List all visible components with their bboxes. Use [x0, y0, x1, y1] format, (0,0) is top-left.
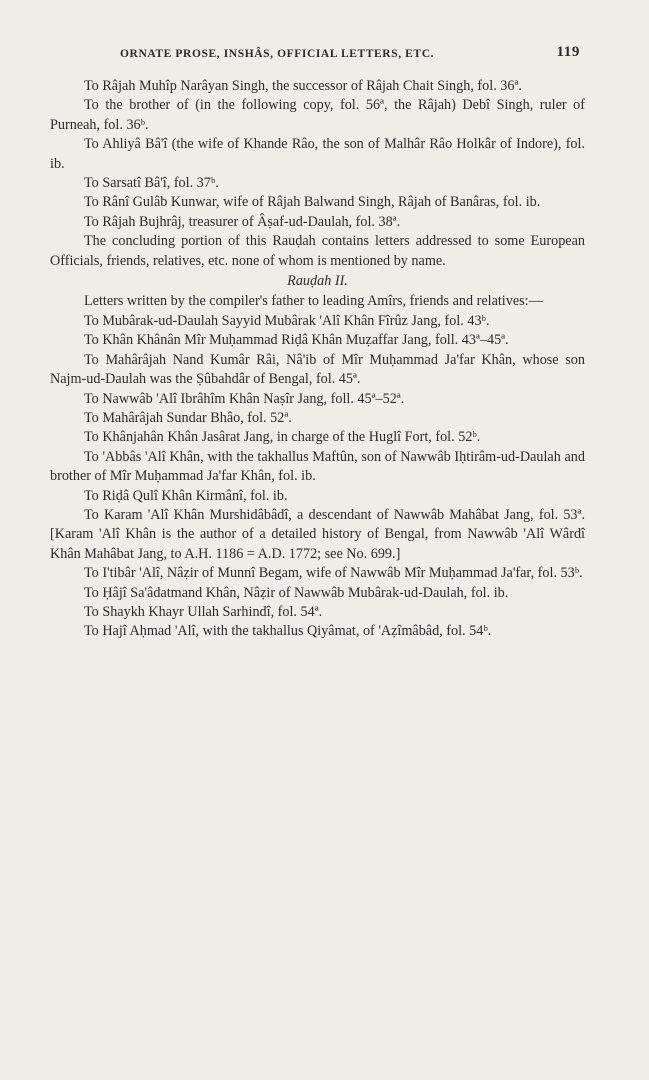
catalogue-entry: To the brother of (in the following copy, fol. 56ª, the Râjah) Debî Singh, ruler of Purneah, fol. 36ᵇ. — [50, 97, 585, 133]
catalogue-entry: To Mahârâjah Sundar Bhâo, fol. 52ª. — [84, 409, 292, 426]
running-title: ORNATE PROSE, INSHÂS, OFFICIAL LETTERS, ETC. — [120, 48, 435, 60]
catalogue-entry: To Ahliyâ Bâ'î (the wife of Khande Râo, the son of Malhâr Râo Holkâr of Indore), fol. ib. — [50, 136, 585, 172]
catalogue-entry: To Mubârak-ud-Daulah Sayyid Mubârak 'Alî Khân Fîrûz Jang, fol. 43ᵇ. — [84, 312, 490, 329]
catalogue-entry: To Karam 'Alî Khân Murshidâbâdî, a descendant of Nawwâb Mahâbat Jang, fol. 53ª. [Karam 'Alî Khân is the author of a detailed history of Bengal, from Nawwâb 'Alî Wârdî Khân Mahâbat Jang, to A.H. 1186 = A.D. 1772; see No. 699.] — [50, 506, 585, 562]
catalogue-entry: To I'tibâr 'Alî, Nâẓir of Munnî Begam, wife of Nawwâb Mîr Muḥammad Ja'far, fol. 53ᵇ. — [84, 565, 583, 582]
section-intro: Letters written by the compiler's father to leading Amîrs, friends and relatives:— — [84, 293, 543, 310]
catalogue-entry: To Riḍâ Qulî Khân Kirmânî, fol. ib. — [84, 487, 288, 504]
catalogue-entry: To 'Abbâs 'Alî Khân, with the takhallus Maftûn, son of Nawwâb Iḥtirâm-ud-Daulah and brother of Mîr Muḥammad Ja'far Khân, fol. ib. — [50, 448, 585, 485]
catalogue-entry: To Râjah Bujhrâj, treasurer of Âṣaf-ud-Daulah, fol. 38ª. — [84, 213, 401, 230]
page-number: 119 — [556, 44, 580, 60]
catalogue-entry: To Mahârâjah Nand Kumâr Râi, Nâ'ib of Mîr Muḥammad Ja'far Khân, whose son Najm-ud-Daulah was the Ṣûbahdâr of Bengal, fol. 45ª. — [50, 351, 585, 388]
catalogue-entry: To Ḥâjî Sa'âdatmand Khân, Nâẓir of Nawwâb Mubârak-ud-Daulah, fol. ib. — [84, 584, 509, 601]
catalogue-entry: To Khânjahân Khân Jasârat Jang, in charge of the Huglî Fort, fol. 52ᵇ. — [84, 429, 481, 446]
catalogue-entry: To Shaykh Khayr Ullah Sarhindî, fol. 54ª. — [84, 603, 323, 620]
catalogue-entry: To Hajî Aḥmad 'Alî, with the takhallus Qiyâmat, of 'Aẓîmâbâd, fol. 54ᵇ. — [84, 623, 492, 640]
concluding-note: The concluding portion of this Rauḍah contains letters addressed to some European Officials, friends, relatives, etc. none of whom is mentioned by name. — [50, 233, 585, 269]
catalogue-entry: To Khân Khânân Mîr Muḥammad Riḍâ Khân Muẓaffar Jang, foll. 43ª–45ª. — [84, 332, 509, 349]
section-heading: Rauḍah II. — [287, 273, 348, 290]
catalogue-entry: To Nawwâb 'Alî Ibrâhîm Khân Naṣîr Jang, foll. 45ª–52ª. — [84, 390, 405, 407]
catalogue-entry: To Rânî Gulâb Kunwar, wife of Râjah Balwand Singh, Râjah of Banâras, fol. ib. — [84, 194, 541, 211]
body-text — [50, 77, 585, 642]
catalogue-entry: To Râjah Muhîp Narâyan Singh, the successor of Râjah Chait Singh, fol. 36ª. — [84, 78, 522, 94]
catalogue-entry: To Sarsatî Bâ'î, fol. 37ᵇ. — [84, 175, 219, 192]
running-head — [120, 44, 580, 66]
